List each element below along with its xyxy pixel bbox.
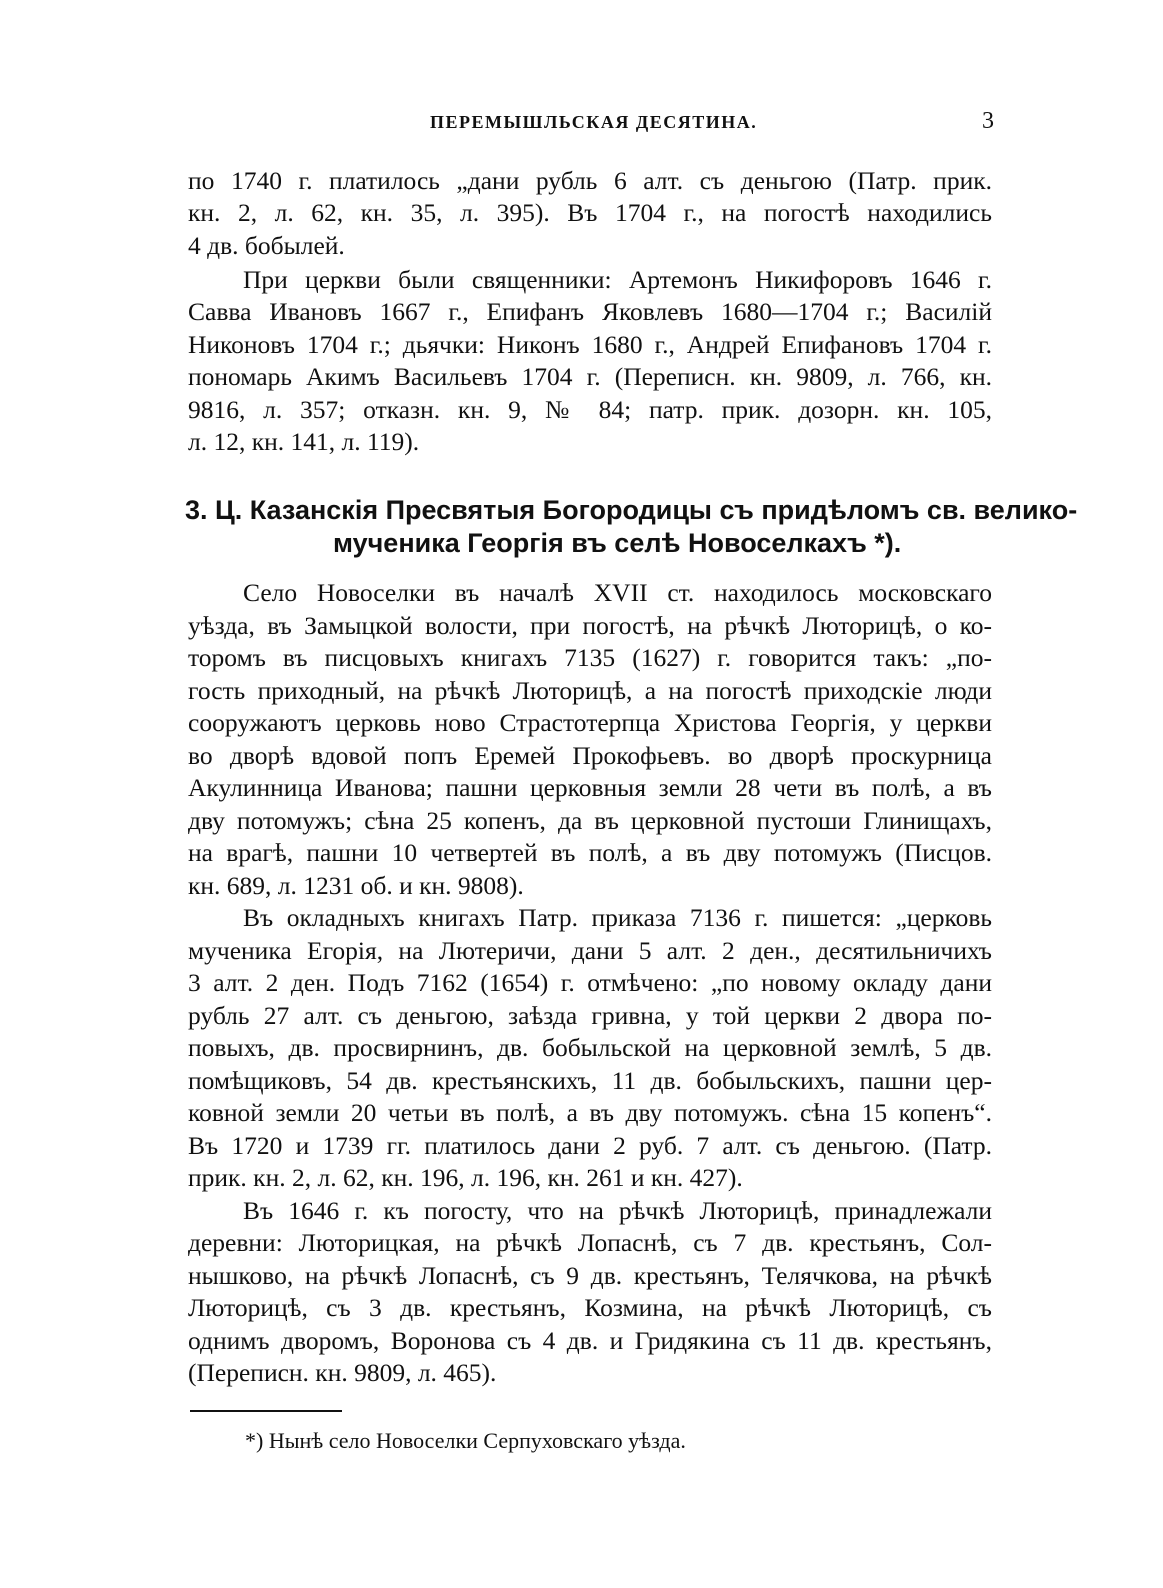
text-line: дву потомужъ; сѣна 25 копенъ, да въ церковной пустоши Глинищахъ, (188, 806, 992, 835)
text-line: 4 дв. бобылей. (188, 231, 345, 260)
text-line: торомъ въ писцовыхъ книгахъ 7135 (1627) г. говорится такъ: „по- (188, 643, 992, 672)
text-line: Въ окладныхъ книгахъ Патр. приказа 7136 г. пишется: „церковь (243, 903, 992, 932)
text-line: рубль 27 алт. съ деньгою, заѣзда гривна, у той церкви 2 двора по- (188, 1001, 992, 1030)
text-line: л. 12, кн. 141, л. 119). (188, 427, 420, 456)
text-line: 9816, л. 357; отказн. кн. 9, № 84; патр. прик. дозорн. кн. 105, (188, 395, 992, 424)
running-title: ПЕРЕМЫШЛЬСКАЯ ДЕСЯТИНА. (430, 112, 758, 132)
text-line: 3 алт. 2 ден. Подъ 7162 (1654) г. отмѣчено: „по новому окладу дани (188, 968, 992, 997)
text-line: Въ 1646 г. къ погосту, что на рѣчкѣ Люторицѣ, принадлежали (243, 1196, 992, 1225)
text-line: гость приходный, на рѣчкѣ Люторицѣ, а на погостѣ приходскіе люди (188, 676, 992, 705)
text-line: Никоновъ 1704 г.; дьячки: Никонъ 1680 г., Андрей Епифановъ 1704 г. (188, 330, 992, 359)
text-line: повыхъ, дв. просвирнинъ, дв. бобыльской на церковной землѣ, 5 дв. (188, 1033, 992, 1062)
text-line: Савва Ивановъ 1667 г., Епифанъ Яковлевъ 1680—1704 г.; Василій (188, 297, 992, 326)
text-line: помѣщиковъ, 54 дв. крестьянскихъ, 11 дв. бобыльскихъ, пашни цер- (188, 1066, 992, 1095)
text-line: кн. 689, л. 1231 об. и кн. 9808). (188, 871, 524, 900)
text-line: на врагѣ, пашни 10 четвертей въ полѣ, а въ дву потомужъ (Писцов. (188, 838, 992, 867)
text-line: однимъ дворомъ, Воронова съ 4 дв. и Гридякина съ 11 дв. крестьянъ, (188, 1326, 992, 1355)
text-line: прик. кн. 2, л. 62, кн. 196, л. 196, кн. 261 и кн. 427). (188, 1163, 743, 1192)
section-heading-line: 3. Ц. Казанскія Пресвятыя Богородицы съ придѣломъ св. велико- (185, 495, 1078, 525)
footnote: *) Нынѣ село Новоселки Серпуховскаго уѣзда. (245, 1428, 686, 1453)
text-line: мученика Егорія, на Лютеричи, дани 5 алт. 2 ден., десятильничихъ (188, 936, 992, 965)
text-line: ковной земли 20 четьи въ полѣ, а въ дву потомужъ. сѣна 15 копенъ“. (188, 1098, 992, 1127)
text-line: Люторицѣ, съ 3 дв. крестьянъ, Козмина, на рѣчкѣ Люторицѣ, съ (188, 1293, 992, 1322)
text-line: уѣзда, въ Замыцкой волости, при погостѣ, на рѣчкѣ Люторицѣ, о ко- (188, 611, 992, 640)
text-line: При церкви были священники: Артемонъ Никифоровъ 1646 г. (243, 265, 992, 294)
text-line: кн. 2, л. 62, кн. 35, л. 395). Въ 1704 г., на погостѣ находились (188, 198, 992, 227)
footnote-rule (190, 1410, 342, 1412)
text-line: (Переписн. кн. 9809, л. 465). (188, 1358, 497, 1387)
page-number: 3 (982, 108, 994, 134)
text-line: во дворѣ вдовой попъ Еремей Прокофьевъ. во дворѣ проскурница (188, 741, 992, 770)
text-line: пономарь Акимъ Васильевъ 1704 г. (Переписн. кн. 9809, л. 766, кн. (188, 362, 992, 391)
text-line: Село Новоселки въ началѣ XVII ст. находилось московскаго (243, 578, 992, 607)
text-line: нышково, на рѣчкѣ Лопаснѣ, съ 9 дв. крестьянъ, Телячкова, на рѣчкѣ (188, 1261, 992, 1290)
section-heading-line: мученика Георгія въ селѣ Новоселкахъ *). (333, 528, 902, 558)
text-line: сооружаютъ церковь ново Страстотерпца Христова Георгія, у церкви (188, 708, 992, 737)
text-line: по 1740 г. платилось „дани рубль 6 алт. съ деньгою (Патр. прик. (188, 166, 992, 195)
text-line: деревни: Люторицкая, на рѣчкѣ Лопаснѣ, съ 7 дв. крестьянъ, Сол- (188, 1228, 992, 1257)
text-line: Въ 1720 и 1739 гг. платилось дани 2 руб. 7 алт. съ деньгою. (Патр. (188, 1131, 992, 1160)
text-line: Акулинница Иванова; пашни церковныя земли 28 чети въ полѣ, а въ (188, 773, 992, 802)
